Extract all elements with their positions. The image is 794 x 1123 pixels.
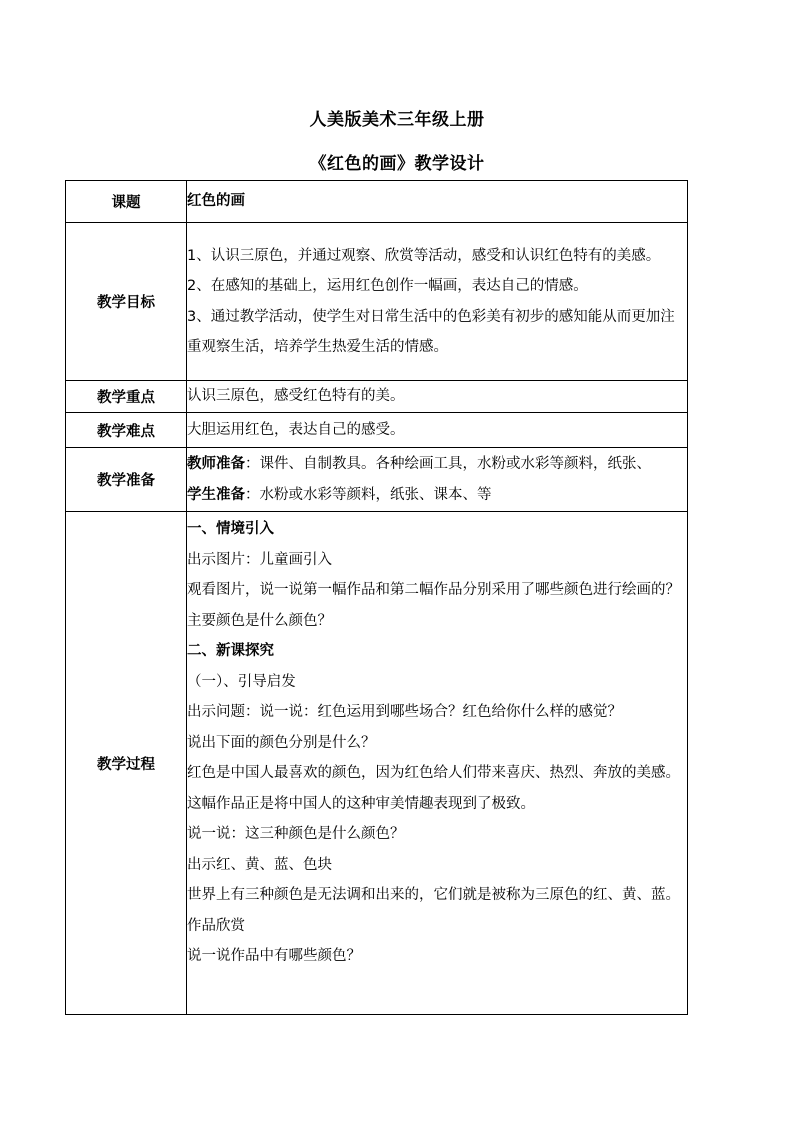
goals-content bbox=[187, 223, 688, 381]
document-title: 人美版美术三年级上册 bbox=[309, 110, 485, 130]
process-line: 说一说作品中有哪些颜色？ bbox=[187, 948, 361, 964]
key-points-label: 教学重点 bbox=[66, 381, 187, 413]
teacher-preparation bbox=[187, 449, 687, 480]
goal-item: 3、通过教学活动，使学生对日常生活中的色彩美有初步的感知能从而更加注重观察生活，培养学生热爱生活的情感。 bbox=[187, 308, 675, 355]
process-line: 说出下面的颜色分别是什么？ bbox=[187, 734, 376, 751]
preparation-content bbox=[187, 448, 688, 512]
row-key-points bbox=[66, 381, 688, 413]
process-line: 出示问题：说一说：红色运用到哪些场合？红色给你什么样的感觉？ bbox=[187, 704, 622, 720]
goal-item: 1、认识三原色，并通过观察、欣赏等活动，感受和认识红色特有的美感。 bbox=[187, 247, 661, 264]
process-line: 红色是中国人最喜欢的颜色，因为红色给人们带来喜庆、热烈、奔放的美感。这幅作品正是将中国人的这种审美情趣表现到了极致。 bbox=[187, 765, 680, 812]
document-subtitle: 《红色的画》教学设计 bbox=[309, 154, 485, 174]
goals-label: 教学目标 bbox=[66, 223, 187, 381]
process-line: 作品欣赏 bbox=[187, 917, 245, 934]
row-topic bbox=[66, 181, 688, 223]
process-line: （一）、引导启发 bbox=[187, 673, 296, 690]
row-difficulties bbox=[66, 413, 688, 448]
process-line: 出示红、黄、蓝、色块 bbox=[187, 856, 332, 873]
process-content bbox=[187, 512, 688, 1015]
teacher-preparation-value: ：课件、自制教具。各种绘画工具，水粉或水彩等颜料，纸张、 bbox=[245, 456, 651, 472]
topic-label: 课题 bbox=[66, 181, 187, 223]
preparation-label: 教学准备 bbox=[66, 448, 187, 512]
process-line: 观看图片，说一说第一幅作品和第二幅作品分别采用了哪些颜色进行绘画的？主要颜色是什么颜色？ bbox=[187, 582, 680, 629]
key-points-value: 认识三原色，感受红色特有的美。 bbox=[187, 381, 688, 413]
row-preparation bbox=[66, 448, 688, 512]
student-preparation bbox=[187, 480, 687, 511]
process-heading: 一、情境引入 bbox=[187, 521, 274, 537]
teacher-preparation-label: 教师准备 bbox=[187, 456, 245, 472]
process-line: 说一说：这三种颜色是什么颜色？ bbox=[187, 826, 405, 842]
row-process bbox=[66, 512, 688, 1015]
process-heading: 二、新课探究 bbox=[187, 643, 274, 659]
student-preparation-label: 学生准备 bbox=[187, 486, 245, 503]
process-label: 教学过程 bbox=[66, 512, 187, 1015]
goal-item: 2、在感知的基础上，运用红色创作一幅画，表达自己的情感。 bbox=[187, 278, 588, 294]
difficulties-label: 教学难点 bbox=[66, 413, 187, 448]
lesson-plan-table bbox=[65, 180, 688, 1015]
topic-value: 红色的画 bbox=[187, 181, 688, 223]
process-line: 出示图片：儿童画引入 bbox=[187, 551, 332, 568]
row-goals bbox=[66, 223, 688, 381]
student-preparation-value: ：水粉或水彩等颜料，纸张、课本、等 bbox=[245, 486, 492, 503]
difficulties-value: 大胆运用红色，表达自己的感受。 bbox=[187, 413, 688, 448]
process-line: 世界上有三种颜色是无法调和出来的，它们就是被称为三原色的红、黄、蓝。 bbox=[187, 887, 680, 903]
